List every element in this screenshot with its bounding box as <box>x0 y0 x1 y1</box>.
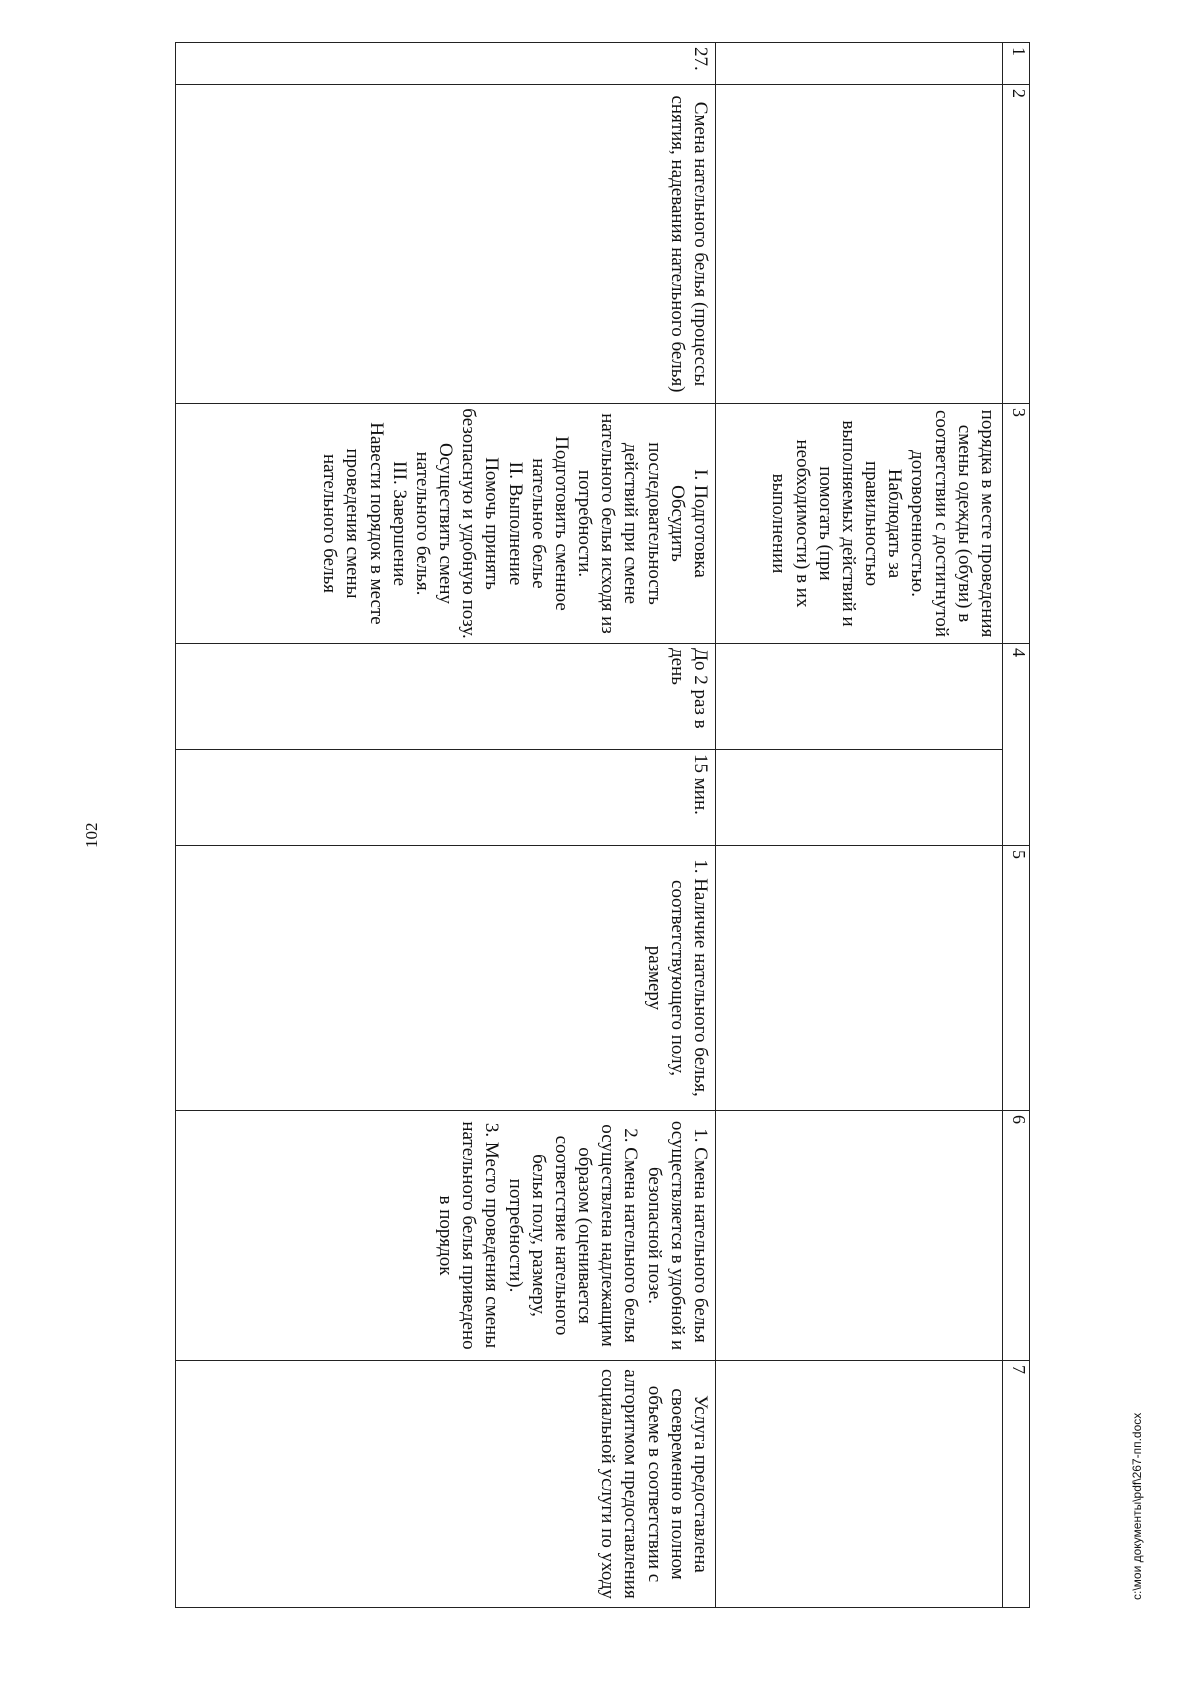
service-name-cell: Смена нательного белья (процессы снятия, надевания нательного белья) <box>176 85 716 404</box>
procedure-cell: I. Подготовка Обсудить последовательность действий при смене нательного белья исходя из потребности. Подготовить сменное нательное белье II. Выполнение Помочь принять безопасную и удобную позу. Осуществить смену нательного белья. III. Завершение Навести порядок в месте проведения смены нательного белья <box>176 404 716 644</box>
frequency-cell: До 2 раз в день <box>176 644 716 750</box>
header-col-4: 4 <box>1003 644 1030 846</box>
page-number: 102 <box>82 822 101 848</box>
procedure-cell: порядка в месте проведения смены одежды (обуви) в соответствии с достигнутой договоренностью. Наблюдать за правильностью выполняемых действий и помогать (при необходимости) в их выполнении <box>716 404 1003 644</box>
table-row <box>176 43 716 1608</box>
frequency-cell <box>716 644 1003 750</box>
duration-cell: 15 мин. <box>176 750 716 846</box>
quality-cell: 1. Смена нательного белья осуществляется в удобной и безопасной позе. 2. Смена нательного белья осуществлена надлежащим образом (оценивается соответствие нательного белья полу, размеру, потребности). 3. Место проведения смены нательного белья приведено в порядок <box>176 1111 716 1361</box>
row-number-cell: 27. <box>176 43 716 85</box>
rotated-table-container <box>175 42 1030 1607</box>
services-table <box>175 42 1030 1608</box>
header-col-1: 1 <box>1003 43 1030 85</box>
result-cell: Услуга предоставлена своевременно в полном объеме в соответствии с алгоритмом предоставления социальной услуги по уходу <box>176 1361 716 1608</box>
header-col-3: 3 <box>1003 404 1030 644</box>
service-name-cell <box>716 85 1003 404</box>
conditions-cell <box>716 846 1003 1111</box>
quality-cell <box>716 1111 1003 1361</box>
header-col-5: 5 <box>1003 846 1030 1111</box>
row-number-cell <box>716 43 1003 85</box>
result-cell <box>716 1361 1003 1608</box>
table-row <box>716 43 1003 1608</box>
conditions-cell: 1. Наличие нательного белья, соответствующего полу, размеру <box>176 846 716 1111</box>
header-col-2: 2 <box>1003 85 1030 404</box>
footer-file-path: c:\мои документы\pdf\267-пп.docx <box>1130 1412 1144 1600</box>
table-header-row <box>1003 43 1030 1608</box>
header-col-7: 7 <box>1003 1361 1030 1608</box>
duration-cell <box>716 750 1003 846</box>
header-col-6: 6 <box>1003 1111 1030 1361</box>
